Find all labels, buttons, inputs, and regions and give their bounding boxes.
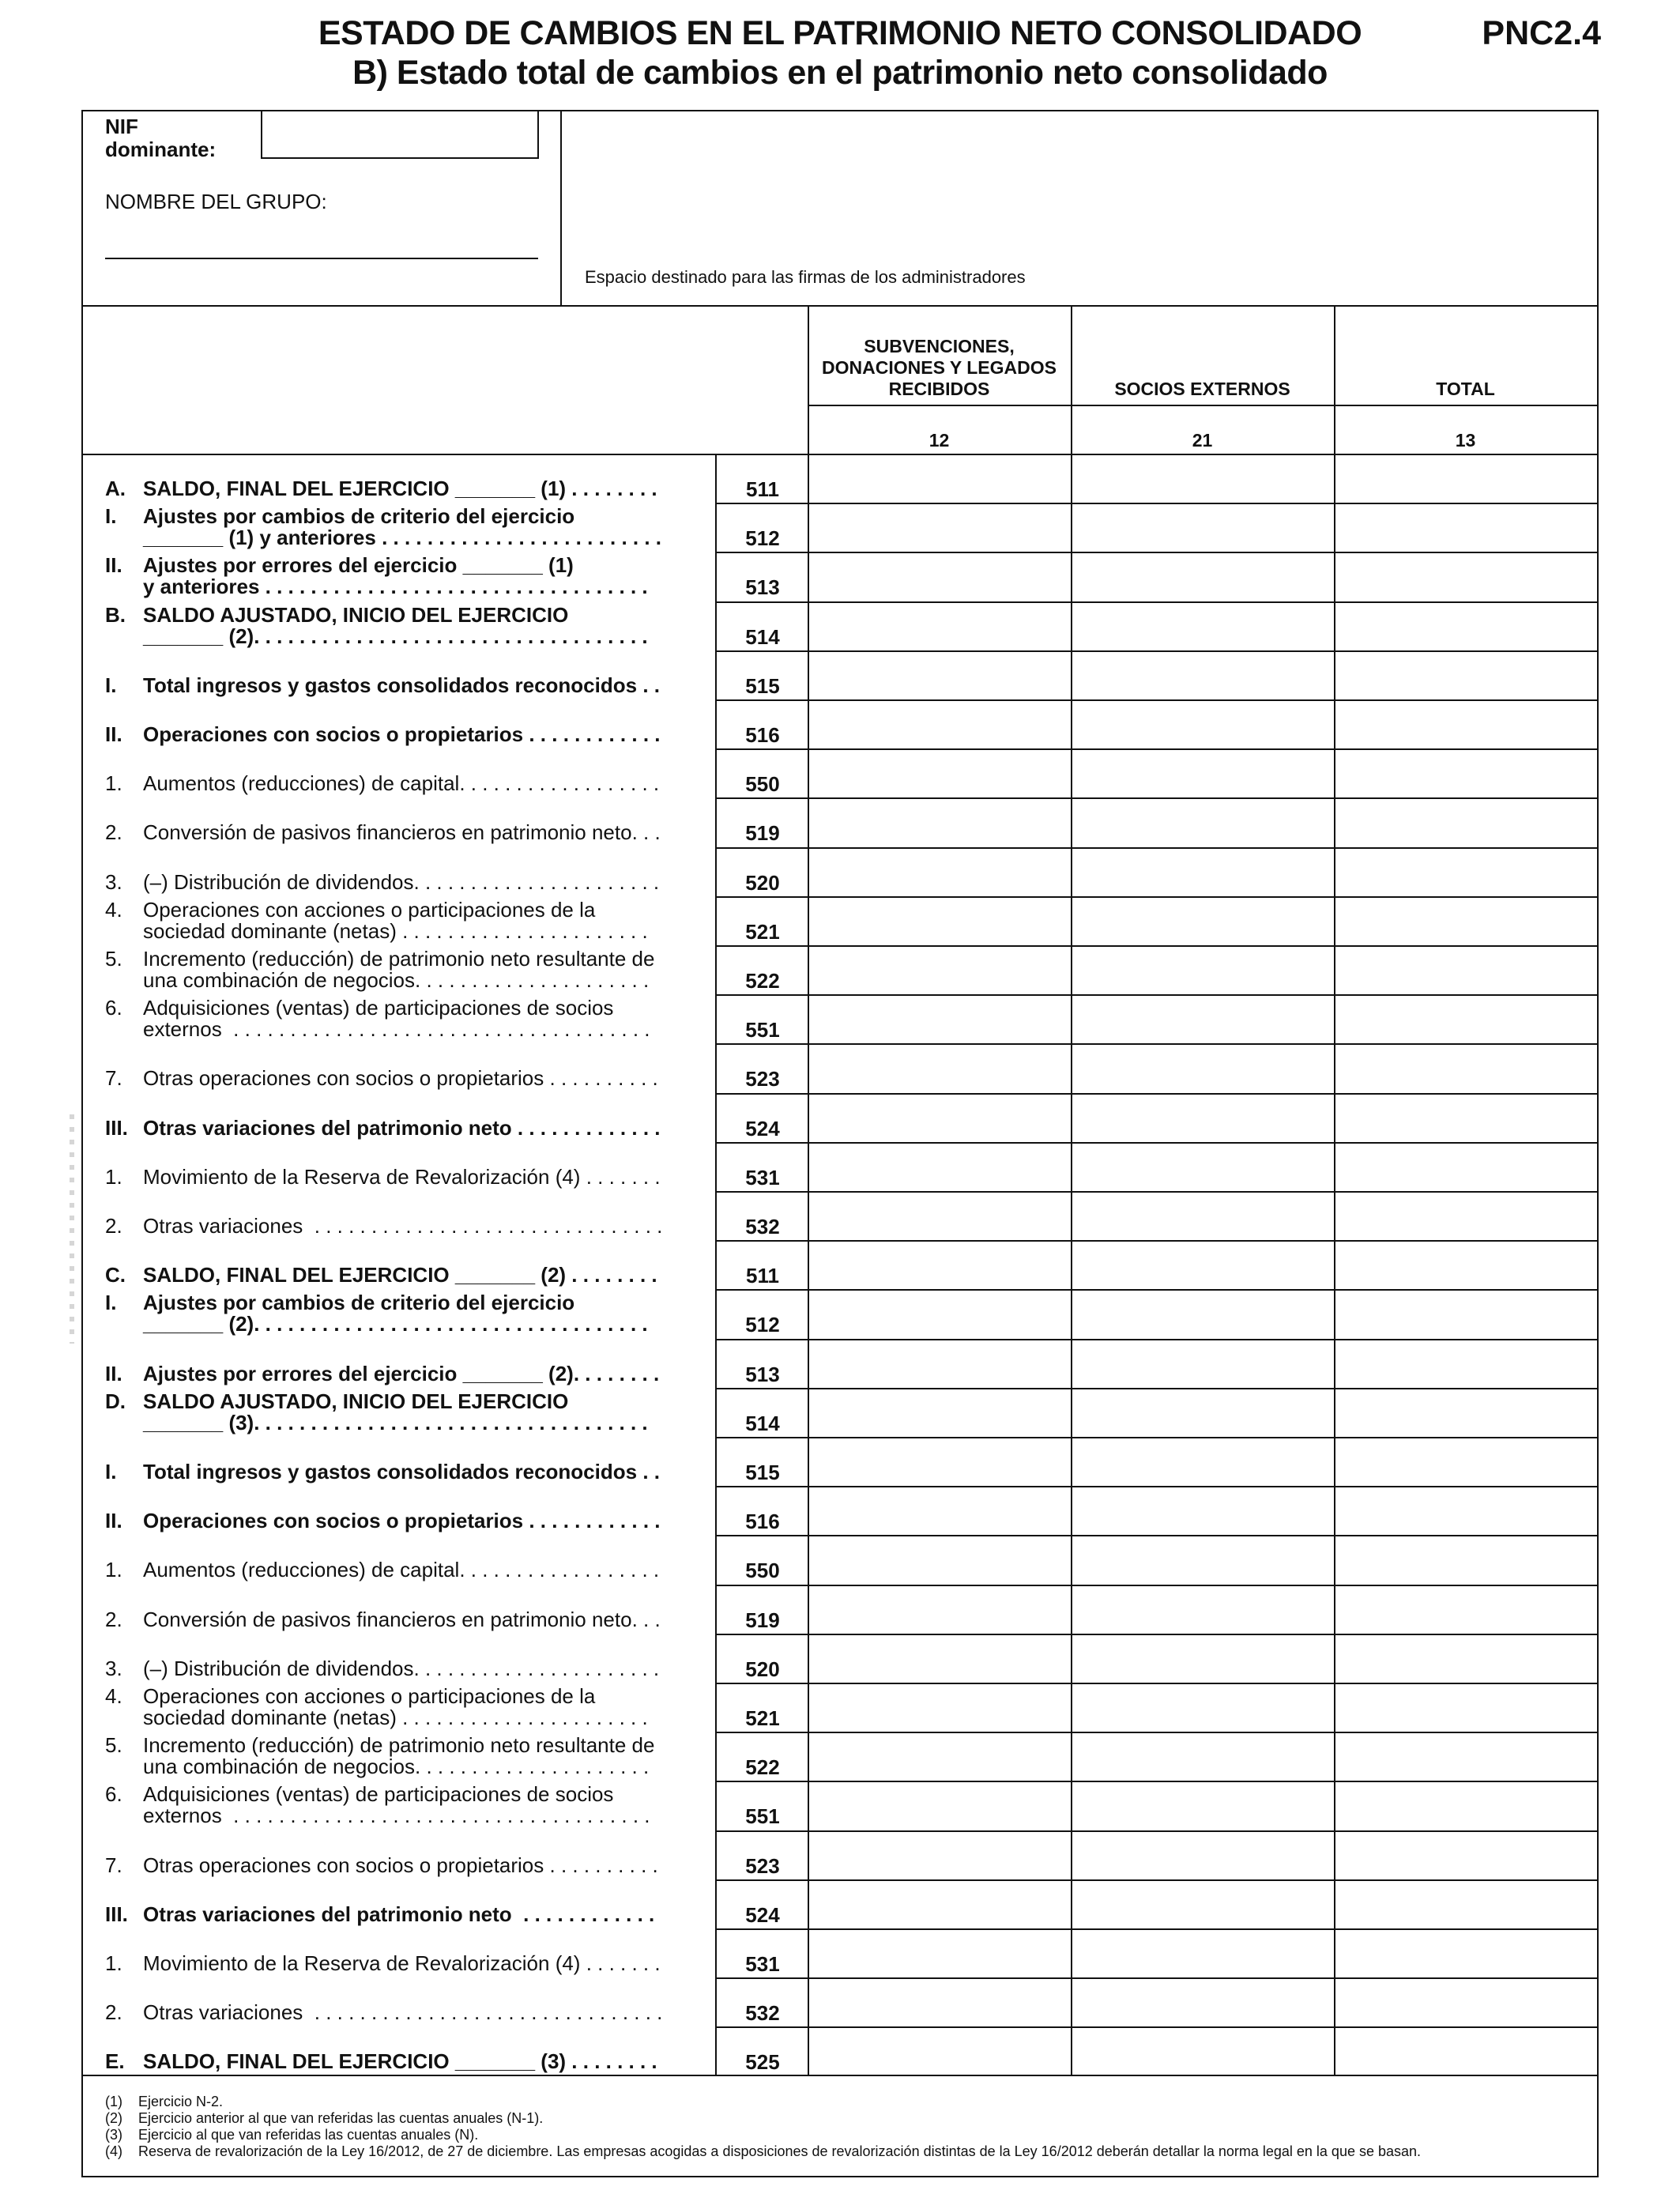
value-cell-col-3[interactable] (1335, 1486, 1597, 1533)
row-text: Movimiento de la Reserva de Revalorización (4) . . . . . . . (143, 1951, 661, 1975)
row-divider (715, 1634, 1599, 1635)
row-text: Otras variaciones . . . . . . . . . . . . . . . . . . . . . . . . . . . . . . . (143, 2000, 663, 2025)
table-row (0, 1928, 1680, 1977)
row-code: 532 (745, 1215, 780, 1238)
value-cell-col-2[interactable] (1072, 1486, 1334, 1533)
row-code: 520 (745, 870, 780, 895)
value-cell-col-2[interactable] (1072, 1142, 1334, 1189)
row-text: SALDO, FINAL DEL EJERCICIO _______ (2) . . . . . . . . (143, 1263, 657, 1287)
row-text: SALDO AJUSTADO, INICIO DEL EJERCICIO (143, 602, 569, 627)
value-cell-col-1[interactable] (809, 650, 1071, 698)
table-row (0, 1830, 1680, 1879)
table-row (0, 2026, 1680, 2075)
value-cell-col-3[interactable] (1335, 1928, 1597, 1976)
row-prefix: 6. (105, 1782, 122, 1807)
value-cell-col-2[interactable] (1072, 945, 1334, 993)
row-divider (715, 1388, 1599, 1389)
row-prefix: 7. (105, 1066, 122, 1091)
table-row (0, 1339, 1680, 1388)
table-row (0, 1683, 1680, 1732)
value-cell-col-3[interactable] (1335, 1043, 1597, 1091)
row-text: Conversión de pasivos financieros en patrimonio neto. . . (143, 820, 661, 845)
row-text-continued: _______ (2). . . . . . . . . . . . . . . . . . . . . . . . . . . . . . . . . . . (143, 1312, 648, 1336)
value-cell-col-2[interactable] (1072, 748, 1334, 796)
value-cell-col-2[interactable] (1072, 2026, 1334, 2074)
row-code: 516 (745, 723, 780, 747)
row-code: 512 (745, 526, 780, 551)
row-divider (715, 503, 1599, 504)
group-name-input[interactable] (105, 258, 538, 259)
table-row (0, 601, 1680, 650)
value-cell-col-2[interactable] (1072, 552, 1334, 599)
row-prefix: III. (105, 1115, 128, 1140)
value-cell-col-1[interactable] (809, 1928, 1071, 1976)
row-divider (715, 1535, 1599, 1536)
column-header-3: TOTAL (1436, 379, 1495, 399)
row-divider (715, 1289, 1599, 1291)
value-cell-col-2[interactable] (1072, 1928, 1334, 1976)
value-cell-col-2[interactable] (1072, 1240, 1334, 1287)
row-text: SALDO, FINAL DEL EJERCICIO _______ (3) . . . . . . . . (143, 2049, 657, 2074)
value-cell-col-3[interactable] (1335, 1142, 1597, 1189)
row-text: Operaciones con acciones o participaciones de la (143, 897, 596, 922)
row-text: SALDO, FINAL DEL EJERCICIO _______ (1) . . . . . . . . (143, 477, 657, 500)
table-row (0, 1535, 1680, 1584)
row-code: 522 (745, 969, 780, 993)
value-cell-col-1[interactable] (809, 1388, 1071, 1435)
row-divider (715, 994, 1599, 996)
row-text: Ajustes por errores del ejercicio _______ (1) (143, 553, 574, 578)
table-row (0, 1486, 1680, 1535)
row-divider (715, 896, 1599, 898)
value-cell-col-3[interactable] (1335, 1339, 1597, 1386)
row-divider (715, 1781, 1599, 1782)
row-text: Operaciones con socios o propietarios . . . . . . . . . . . . (143, 722, 661, 746)
row-text: Operaciones con acciones o participaciones de la (143, 1684, 596, 1708)
value-cell-col-2[interactable] (1072, 650, 1334, 698)
value-cell-col-2[interactable] (1072, 994, 1334, 1042)
value-cell-col-1[interactable] (809, 2026, 1071, 2074)
row-prefix: II. (105, 553, 122, 578)
row-code: 519 (745, 1608, 780, 1632)
value-cell-col-2[interactable] (1072, 1634, 1334, 1681)
value-cell-col-1[interactable] (809, 1486, 1071, 1533)
row-divider (715, 601, 1599, 603)
row-divider (715, 797, 1599, 799)
row-text: Otras variaciones del patrimonio neto . . . . . . . . . . . . (143, 1902, 655, 1926)
row-divider (715, 552, 1599, 553)
row-divider (715, 1191, 1599, 1193)
row-prefix: 2. (105, 1607, 122, 1631)
row-prefix: II. (105, 1509, 122, 1533)
row-prefix: 3. (105, 1656, 122, 1680)
value-cell-col-2[interactable] (1072, 601, 1334, 649)
table-row (0, 1437, 1680, 1486)
row-prefix: 4. (105, 897, 122, 922)
row-text-continued: externos . . . . . . . . . . . . . . . . . . . . . . . . . . . . . . . . . . . . . (143, 1804, 650, 1828)
value-cell-col-2[interactable] (1072, 1339, 1334, 1386)
row-code: 522 (745, 1755, 780, 1780)
row-text-continued: sociedad dominante (netas) . . . . . . . . . . . . . . . . . . . . . . (143, 1706, 648, 1729)
value-cell-col-1[interactable] (809, 1437, 1071, 1484)
row-divider (715, 1732, 1599, 1733)
row-divider (715, 2026, 1599, 2028)
row-prefix: 6. (105, 996, 122, 1020)
nif-input[interactable] (261, 110, 539, 159)
value-cell-col-3[interactable] (1335, 847, 1597, 895)
row-prefix: 1. (105, 1164, 122, 1189)
row-text-continued: una combinación de negocios. . . . . . . . . . . . . . . . . . . . . (143, 968, 650, 992)
table-row (0, 503, 1680, 552)
value-cell-col-3[interactable] (1335, 797, 1597, 845)
value-cell-col-1[interactable] (809, 1142, 1071, 1189)
value-cell-col-1[interactable] (809, 1683, 1071, 1730)
value-cell-col-3[interactable] (1335, 1634, 1597, 1681)
row-text: Conversión de pasivos financieros en patrimonio neto. . . (143, 1607, 661, 1631)
row-divider (715, 1928, 1599, 1930)
value-cell-col-1[interactable] (809, 1240, 1071, 1287)
value-cell-col-3[interactable] (1335, 945, 1597, 993)
value-cell-col-1[interactable] (809, 1781, 1071, 1828)
value-cell-col-1[interactable] (809, 945, 1071, 993)
value-cell-col-3[interactable] (1335, 1191, 1597, 1238)
column-header-1: SUBVENCIONES, DONACIONES Y LEGADOS RECIBIDOS (822, 336, 1057, 399)
value-cell-col-1[interactable] (809, 1535, 1071, 1582)
row-text: (–) Distribución de dividendos. . . . . . . . . . . . . . . . . . . . . . (143, 1656, 660, 1680)
table-row (0, 1043, 1680, 1092)
value-cell-col-2[interactable] (1072, 1879, 1334, 1927)
footnotes (105, 2094, 1421, 2160)
value-cell-col-1[interactable] (809, 1093, 1071, 1140)
table-row (0, 1191, 1680, 1240)
row-text: Otras variaciones del patrimonio neto . . . . . . . . . . . . . (143, 1115, 661, 1140)
value-cell-col-3[interactable] (1335, 1683, 1597, 1730)
table-row (0, 1240, 1680, 1289)
row-text: (–) Distribución de dividendos. . . . . . . . . . . . . . . . . . . . . . (143, 869, 660, 894)
table-row (0, 454, 1680, 503)
footnote-2: (2) Ejercicio anterior al que van referidas las cuentas anuales (N-1). (105, 2110, 544, 2126)
row-code: 551 (745, 1018, 780, 1042)
row-code: 531 (745, 1952, 780, 1976)
row-code: 523 (745, 1067, 780, 1091)
row-text-continued: _______ (1) y anteriores . . . . . . . . . . . . . . . . . . . . . . . . . (143, 526, 662, 550)
value-cell-col-3[interactable] (1335, 1240, 1597, 1287)
row-divider (715, 1339, 1599, 1340)
row-prefix: III. (105, 1902, 128, 1926)
row-text: Otras operaciones con socios o propietarios . . . . . . . . . . (143, 1853, 658, 1877)
signature-area[interactable]: Espacio destinado para las firmas de los administradores (585, 267, 1026, 287)
value-cell-col-2[interactable] (1072, 503, 1334, 550)
row-divider (715, 1585, 1599, 1586)
value-cell-col-1[interactable] (809, 1830, 1071, 1878)
row-text-continued: _______ (3). . . . . . . . . . . . . . . . . . . . . . . . . . . . . . . . . . . (143, 1410, 648, 1434)
row-divider (715, 1240, 1599, 1242)
column-header-2: SOCIOS EXTERNOS (1114, 379, 1290, 399)
value-cell-col-3[interactable] (1335, 699, 1597, 747)
row-code: 524 (745, 1902, 780, 1927)
row-code: 515 (745, 673, 780, 698)
row-code: 520 (745, 1657, 780, 1681)
row-text: Movimiento de la Reserva de Revalorización (4) . . . . . . . (143, 1164, 661, 1189)
value-cell-col-2[interactable] (1072, 1732, 1334, 1779)
column-code-3: 13 (1455, 430, 1476, 450)
form-title: ESTADO DE CAMBIOS EN EL PATRIMONIO NETO CONSOLIDADO (318, 14, 1362, 52)
row-text-continued: _______ (2). . . . . . . . . . . . . . . . . . . . . . . . . . . . . . . . . . . (143, 624, 648, 648)
value-cell-col-2[interactable] (1072, 1585, 1334, 1632)
row-prefix: 2. (105, 820, 122, 845)
id-block-bottom (81, 305, 1599, 307)
form-subtitle: B) Estado total de cambios en el patrimonio neto consolidado (352, 54, 1328, 92)
table-row (0, 552, 1680, 601)
value-cell-col-3[interactable] (1335, 1879, 1597, 1927)
value-cell-col-1[interactable] (809, 847, 1071, 895)
table-row (0, 1732, 1680, 1781)
row-code: 550 (745, 1559, 780, 1583)
value-cell-col-1[interactable] (809, 1879, 1071, 1927)
row-code: 511 (746, 1264, 779, 1288)
table-row (0, 896, 1680, 945)
row-text: Ajustes por errores del ejercicio _______ (2). . . . . . . . (143, 1361, 660, 1385)
row-code: 524 (745, 1116, 780, 1140)
value-cell-col-1[interactable] (809, 601, 1071, 649)
value-cell-col-2[interactable] (1072, 454, 1334, 501)
row-prefix: C. (105, 1263, 126, 1287)
value-cell-col-3[interactable] (1335, 1437, 1597, 1484)
table-row (0, 945, 1680, 994)
row-prefix: 7. (105, 1853, 122, 1877)
row-prefix: I. (105, 1291, 117, 1315)
row-prefix: A. (105, 477, 126, 500)
value-cell-col-2[interactable] (1072, 797, 1334, 845)
value-cell-col-1[interactable] (809, 797, 1071, 845)
value-cell-col-2[interactable] (1072, 1683, 1334, 1730)
row-text: Otras variaciones . . . . . . . . . . . . . . . . . . . . . . . . . . . . . . . (143, 1214, 663, 1238)
value-cell-col-1[interactable] (809, 748, 1071, 796)
table-row (0, 1142, 1680, 1191)
value-cell-col-2[interactable] (1072, 896, 1334, 944)
table-row (0, 1388, 1680, 1437)
table-row (0, 1879, 1680, 1928)
table-row (0, 1289, 1680, 1338)
nif-label: NIF dominante: (105, 115, 217, 161)
value-cell-col-3[interactable] (1335, 2026, 1597, 2074)
row-code: 519 (745, 821, 780, 846)
value-cell-col-2[interactable] (1072, 1977, 1334, 2025)
row-text: SALDO AJUSTADO, INICIO DEL EJERCICIO (143, 1389, 569, 1413)
value-cell-col-2[interactable] (1072, 1437, 1334, 1484)
row-divider (715, 748, 1599, 750)
row-text-continued: externos . . . . . . . . . . . . . . . . . . . . . . . . . . . . . . . . . . . . . (143, 1017, 650, 1042)
row-divider (715, 1683, 1599, 1684)
value-cell-col-3[interactable] (1335, 601, 1597, 649)
value-cell-col-3[interactable] (1335, 1093, 1597, 1140)
footnote-1: (1) Ejercicio N-2. (105, 2094, 224, 2109)
column-code-2: 21 (1192, 430, 1213, 450)
value-cell-col-3[interactable] (1335, 552, 1597, 599)
value-cell-col-1[interactable] (809, 699, 1071, 747)
row-text-continued: una combinación de negocios. . . . . . . . . . . . . . . . . . . . . (143, 1755, 650, 1779)
table-row (0, 797, 1680, 846)
row-text-continued: sociedad dominante (netas) . . . . . . . . . . . . . . . . . . . . . . (143, 918, 648, 943)
value-cell-col-2[interactable] (1072, 1781, 1334, 1828)
value-cell-col-2[interactable] (1072, 1289, 1334, 1336)
row-divider (715, 699, 1599, 701)
row-prefix: I. (105, 673, 117, 697)
row-prefix: 5. (105, 947, 122, 971)
row-divider (715, 1437, 1599, 1438)
form-code: PNC2.4 (1482, 14, 1601, 52)
value-cell-col-1[interactable] (809, 1289, 1071, 1336)
row-prefix: 1. (105, 1951, 122, 1975)
row-divider (715, 1093, 1599, 1095)
row-code: 513 (745, 1362, 780, 1386)
value-cell-col-3[interactable] (1335, 1977, 1597, 2025)
row-text: Total ingresos y gastos consolidados reconocidos . . (143, 673, 660, 697)
row-code: 511 (746, 477, 779, 501)
row-code: 523 (745, 1853, 780, 1878)
row-divider (715, 1142, 1599, 1144)
row-code: 521 (745, 919, 780, 944)
value-cell-col-3[interactable] (1335, 1585, 1597, 1632)
row-code: 551 (745, 1804, 780, 1829)
row-prefix: 2. (105, 1214, 122, 1238)
row-text: Aumentos (reducciones) de capital. . . . . . . . . . . . . . . . . . (143, 771, 660, 796)
value-cell-col-2[interactable] (1072, 1043, 1334, 1091)
id-divider (560, 110, 562, 307)
row-text: Incremento (reducción) de patrimonio neto resultante de (143, 1733, 655, 1758)
row-prefix: E. (105, 2049, 125, 2074)
value-cell-col-2[interactable] (1072, 1191, 1334, 1238)
value-cell-col-1[interactable] (809, 454, 1071, 501)
value-cell-col-3[interactable] (1335, 650, 1597, 698)
row-prefix: 3. (105, 869, 122, 894)
value-cell-col-1[interactable] (809, 994, 1071, 1042)
table-row (0, 1977, 1680, 2026)
value-cell-col-1[interactable] (809, 1043, 1071, 1091)
row-prefix: I. (105, 504, 117, 529)
row-text: Ajustes por cambios de criterio del ejercicio (143, 1291, 575, 1315)
value-cell-col-3[interactable] (1335, 1388, 1597, 1435)
value-cell-col-2[interactable] (1072, 847, 1334, 895)
value-cell-col-2[interactable] (1072, 1388, 1334, 1435)
table-row (0, 1585, 1680, 1634)
row-prefix: 1. (105, 771, 122, 796)
value-cell-col-3[interactable] (1335, 454, 1597, 501)
row-code: 531 (745, 1165, 780, 1189)
row-prefix: II. (105, 722, 122, 746)
row-code: 525 (745, 2050, 780, 2075)
row-code: 515 (745, 1461, 780, 1484)
value-cell-col-1[interactable] (809, 1191, 1071, 1238)
row-prefix: 1. (105, 1558, 122, 1582)
row-code: 521 (745, 1706, 780, 1730)
value-cell-col-3[interactable] (1335, 1781, 1597, 1828)
value-cell-col-3[interactable] (1335, 994, 1597, 1042)
header-code-line (808, 405, 1599, 406)
row-prefix: I. (105, 1460, 117, 1483)
table-row (0, 699, 1680, 748)
row-text: Otras operaciones con socios o propietarios . . . . . . . . . . (143, 1066, 658, 1091)
row-prefix: D. (105, 1389, 126, 1413)
footnote-3: (3) Ejercicio al que van referidas las cuentas anuales (N). (105, 2127, 479, 2143)
row-code: 513 (745, 575, 780, 600)
value-cell-col-1[interactable] (809, 1585, 1071, 1632)
table-row (0, 1093, 1680, 1142)
group-name-label: NOMBRE DEL GRUPO: (105, 190, 327, 213)
row-code: 514 (745, 1411, 780, 1435)
row-text: Adquisiciones (ventas) de participaciones de socios (143, 996, 614, 1020)
row-text: Incremento (reducción) de patrimonio neto resultante de (143, 947, 655, 971)
value-cell-col-3[interactable] (1335, 1830, 1597, 1878)
row-text: Ajustes por cambios de criterio del ejercicio (143, 504, 575, 529)
row-prefix: 5. (105, 1733, 122, 1758)
row-divider (715, 1879, 1599, 1881)
row-code: 516 (745, 1510, 780, 1534)
row-prefix: B. (105, 602, 126, 627)
value-cell-col-1[interactable] (809, 1339, 1071, 1386)
value-cell-col-2[interactable] (1072, 1535, 1334, 1582)
value-cell-col-3[interactable] (1335, 503, 1597, 550)
value-cell-col-1[interactable] (809, 1634, 1071, 1681)
table-row (0, 748, 1680, 797)
row-code: 512 (745, 1313, 780, 1337)
column-code-1: 12 (929, 430, 950, 450)
row-divider (715, 1486, 1599, 1487)
row-prefix: 2. (105, 2000, 122, 2025)
row-divider (715, 945, 1599, 947)
row-divider (715, 1043, 1599, 1045)
row-text: Total ingresos y gastos consolidados reconocidos . . (143, 1460, 660, 1483)
value-cell-col-1[interactable] (809, 1977, 1071, 2025)
value-cell-col-2[interactable] (1072, 1093, 1334, 1140)
margin-mark (70, 1114, 74, 1344)
row-text-continued: y anteriores . . . . . . . . . . . . . . . . . . . . . . . . . . . . . . . . . . (143, 575, 648, 599)
row-text: Aumentos (reducciones) de capital. . . . . . . . . . . . . . . . . . (143, 1558, 660, 1582)
value-cell-col-3[interactable] (1335, 1289, 1597, 1336)
row-code: 550 (745, 772, 780, 797)
value-cell-col-3[interactable] (1335, 748, 1597, 796)
row-code: 514 (745, 624, 780, 649)
value-cell-col-1[interactable] (809, 503, 1071, 550)
row-divider (715, 1977, 1599, 1979)
value-cell-col-3[interactable] (1335, 896, 1597, 944)
value-cell-col-2[interactable] (1072, 699, 1334, 747)
value-cell-col-3[interactable] (1335, 1732, 1597, 1779)
table-bottom (81, 2075, 1599, 2076)
value-cell-col-1[interactable] (809, 1732, 1071, 1779)
table-row (0, 994, 1680, 1043)
row-prefix: II. (105, 1361, 122, 1385)
footnote-4: (4) Reserva de revalorización de la Ley 16/2012, de 27 de diciembre. Las empresas acogidas a disposiciones de revalorización distintas de la Ley 16/2012 deberán detallar la norma legal en la que se basan. (105, 2143, 1422, 2159)
value-cell-col-2[interactable] (1072, 1830, 1334, 1878)
row-divider (715, 847, 1599, 849)
row-text: Adquisiciones (ventas) de participaciones de socios (143, 1782, 614, 1807)
value-cell-col-1[interactable] (809, 896, 1071, 944)
row-divider (715, 1830, 1599, 1832)
table-row (0, 1781, 1680, 1830)
row-text: Operaciones con socios o propietarios . . . . . . . . . . . . (143, 1509, 661, 1533)
row-prefix: 4. (105, 1684, 122, 1708)
table-row (0, 650, 1680, 699)
row-divider (715, 650, 1599, 652)
row-code: 532 (745, 2001, 780, 2026)
table-row (0, 1634, 1680, 1683)
table-row (0, 847, 1680, 896)
value-cell-col-1[interactable] (809, 552, 1071, 599)
value-cell-col-3[interactable] (1335, 1535, 1597, 1582)
